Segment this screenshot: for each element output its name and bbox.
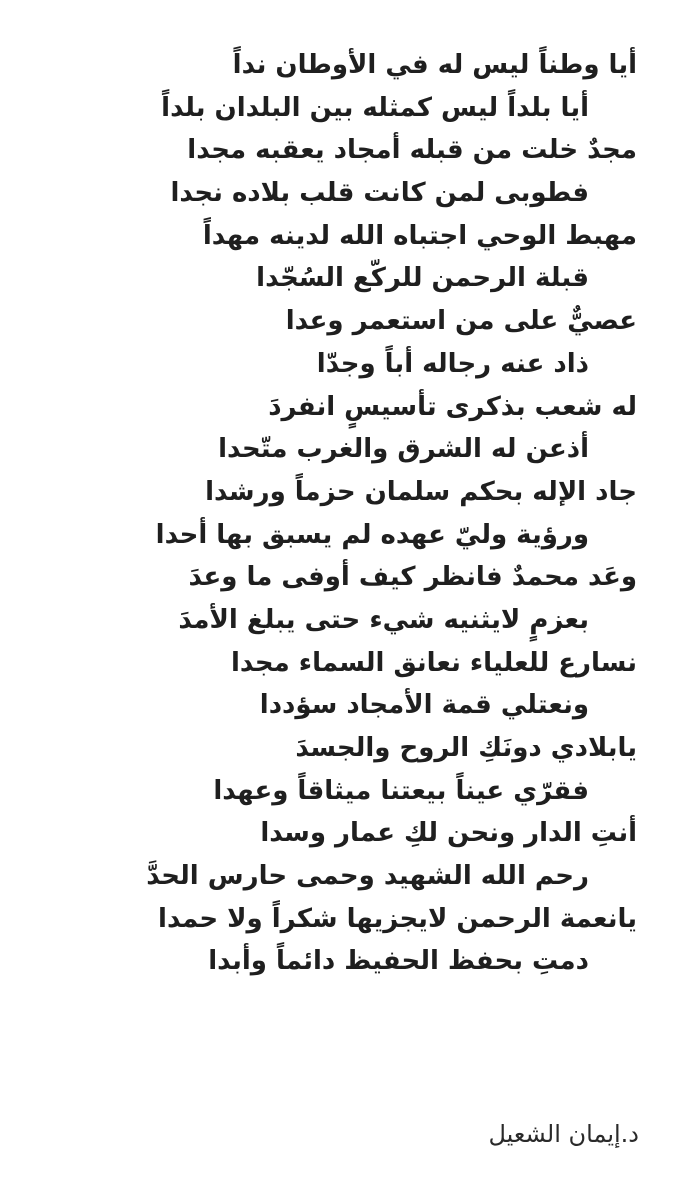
poem-line: أيا وطناً ليس له في الأوطان نداً bbox=[232, 50, 637, 80]
poem-line: أيا بلداً ليس كمثله بين البلدان بلداً bbox=[161, 92, 589, 123]
poem-line: قبلة الرحمن للركّع السُجّدا bbox=[256, 263, 589, 294]
poem-line: ونعتلي قمة الأمجاد سؤددا bbox=[259, 690, 589, 721]
poem-line: نسارع للعلياء نعانق السماء مجدا bbox=[230, 647, 637, 678]
poem-line: فطوبى لمن كانت قلب بلاده نجدا bbox=[170, 178, 589, 209]
poem-line: له شعب بذكرى تأسيسٍ انفردَ bbox=[268, 391, 637, 422]
author-signature: د.إيمان الشعيل bbox=[488, 1120, 639, 1148]
poem-line: دمتِ بحفظ الحفيظ دائماً وأبدا bbox=[208, 946, 589, 977]
poem-line: بعزمٍ لايثنيه شيء حتى يبلغ الأمدَ bbox=[178, 604, 589, 635]
poem-line: رحم الله الشهيد وحمى حارس الحدَّ bbox=[146, 861, 589, 892]
poem-line: وعَد محمدٌ فانظر كيف أوفى ما وعدَ bbox=[188, 562, 637, 593]
poem-line: ذاد عنه رجاله أباً وجدّا bbox=[316, 348, 589, 379]
poem-line: يانعمة الرحمن لايجزيها شكراً ولا حمدا bbox=[158, 903, 637, 934]
poem-text bbox=[0, 44, 679, 983]
poem-line: فقرّي عيناً بيعتنا ميثاقاً وعهدا bbox=[213, 775, 589, 806]
poem-line: أذعن له الشرق والغرب متّحدا bbox=[218, 434, 589, 465]
poem-line: عصيٌّ على من استعمر وعدا bbox=[285, 306, 637, 337]
poem-line: مجدٌ خلت من قبله أمجاد يعقبه مجدا bbox=[187, 135, 637, 166]
poem-line: أنتِ الدار ونحن لكِ عمار وسدا bbox=[260, 818, 637, 849]
poem-line: مهبط الوحي اجتباه الله لدينه مهداً bbox=[202, 220, 637, 251]
poem-line: ورؤية وليّ عهده لم يسبق بها أحدا bbox=[155, 519, 589, 550]
poem-line: يابلادي دونَكِ الروح والجسدَ bbox=[295, 733, 637, 763]
poem-line: جاد الإله بحكم سلمان حزماً ورشدا bbox=[205, 476, 637, 507]
